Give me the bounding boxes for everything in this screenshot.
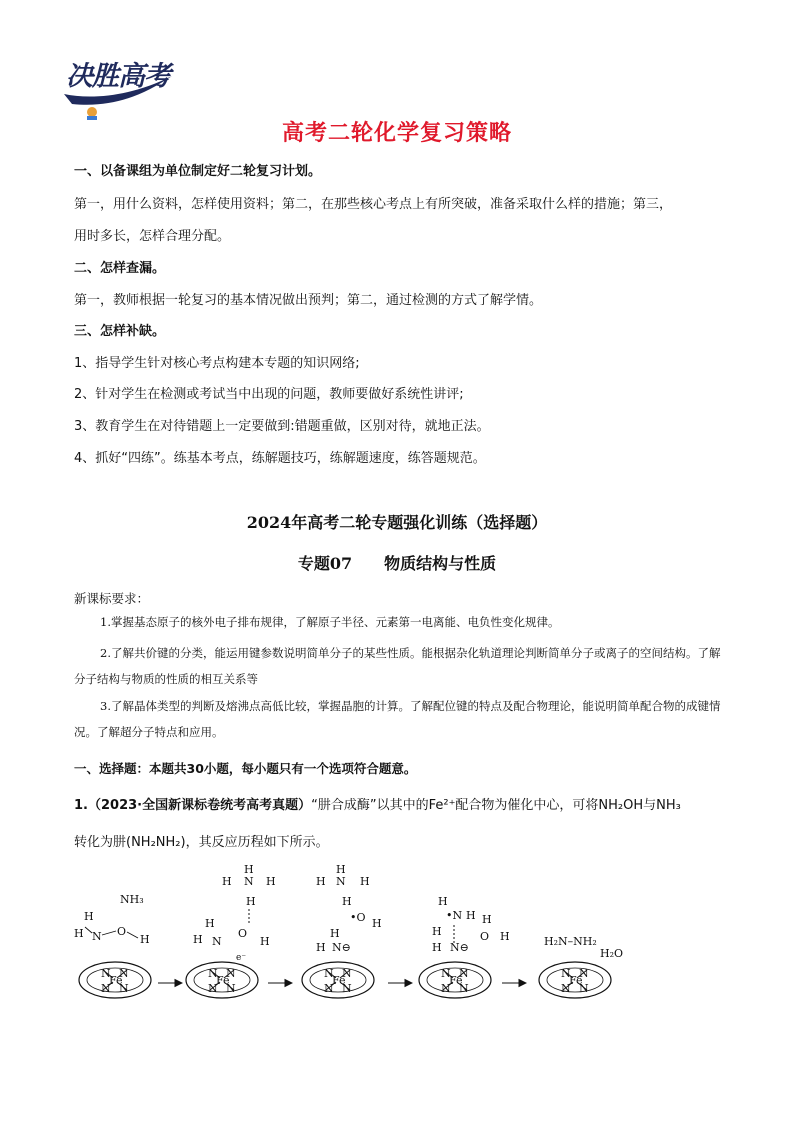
svg-text:Fe: Fe bbox=[332, 974, 346, 987]
svg-text:H: H bbox=[482, 913, 492, 926]
fe-complex-5 bbox=[539, 962, 611, 998]
question-source: （2023·全国新课标卷统考高考真题） bbox=[88, 798, 312, 813]
svg-text:N: N bbox=[226, 982, 236, 995]
strategy-paragraph: 用时多长，怎样合理分配。 bbox=[74, 229, 231, 244]
svg-text:Fe: Fe bbox=[449, 974, 463, 987]
svg-text:N: N bbox=[459, 982, 469, 995]
strategy-paragraph: 3、教育学生在对待错题上一定要做到:错题重做，区别对待，就地正法。 bbox=[74, 419, 490, 434]
atom-h: H bbox=[74, 927, 84, 940]
svg-text:N: N bbox=[324, 982, 334, 995]
fe-complex-2 bbox=[186, 962, 258, 998]
svg-text:N⊖: N⊖ bbox=[332, 941, 351, 954]
svg-text:H: H bbox=[360, 875, 370, 888]
atom-n: N bbox=[101, 982, 111, 995]
strategy-paragraph: 第一，用什么资料，怎样使用资料；第二，在那些核心考点上有所突破，准备采取什么样的措施；第三， bbox=[74, 197, 673, 212]
svg-text:N: N bbox=[342, 982, 352, 995]
svg-text:H: H bbox=[222, 875, 232, 888]
atom-n: N bbox=[92, 930, 102, 943]
strategy-paragraph: 2、针对学生在检测或考试当中出现的问题，教师要做好系统性讲评; bbox=[74, 387, 464, 402]
svg-text:N: N bbox=[441, 982, 451, 995]
question-section-heading: 一、选择题：本题共30小题，每小题只有一个选项符合题意。 bbox=[74, 761, 417, 776]
svg-text:N: N bbox=[226, 967, 236, 980]
fe-complex-1 bbox=[79, 962, 151, 998]
section-title: 2024年高考二轮专题强化训练（选择题） bbox=[246, 513, 548, 532]
svg-text:H: H bbox=[193, 933, 203, 946]
svg-text:N: N bbox=[212, 935, 222, 948]
svg-text:H: H bbox=[266, 875, 276, 888]
requirements-heading: 新课标要求： bbox=[74, 591, 150, 606]
svg-text:N: N bbox=[441, 967, 451, 980]
svg-text:Fe: Fe bbox=[216, 974, 230, 987]
question-text: “肼合成酶”以其中的Fe²⁺配合物为催化中心，可将NH₂OH与NH₃ bbox=[311, 798, 681, 813]
atom-n: N bbox=[101, 967, 111, 980]
page-title: 高考二轮化学复习策略 bbox=[281, 121, 512, 146]
strategy-paragraph: 第一，教师根据一轮复习的基本情况做出预判；第二，通过检测的方式了解学情。 bbox=[74, 293, 543, 308]
reaction-mechanism-diagram bbox=[70, 865, 650, 1015]
svg-text:•N: •N bbox=[446, 909, 463, 922]
svg-text:N: N bbox=[208, 982, 218, 995]
svg-text:H: H bbox=[246, 895, 256, 908]
strategy-heading: 二、怎样查漏。 bbox=[74, 261, 166, 276]
question-line-1: 1.（2023·全国新课标卷统考高考真题）“肼合成酶”以其中的Fe²⁺配合物为催化中心，可将NH₂OH与NH₃ bbox=[74, 798, 681, 813]
svg-text:H: H bbox=[205, 917, 215, 930]
svg-text:N: N bbox=[342, 967, 352, 980]
atom-h: H bbox=[140, 933, 150, 946]
svg-text:H: H bbox=[466, 909, 476, 922]
requirement-item: 3.了解晶体类型的判断及熔沸点高低比较，掌握晶胞的计算。了解配位键的特点及配合物理论，能说明简单配合物的成键情况。了解超分子特点和应用。 bbox=[74, 699, 721, 739]
hydrazine-label: H₂N–NH₂ bbox=[544, 935, 597, 948]
electron-label: e⁻ bbox=[236, 953, 247, 963]
brand-logo bbox=[62, 50, 174, 126]
svg-text:N: N bbox=[579, 967, 589, 980]
fe-complex-4 bbox=[419, 962, 491, 998]
ammonia-label: NH₃ bbox=[120, 893, 144, 906]
svg-text:H: H bbox=[432, 925, 442, 938]
strategy-heading: 一、以备课组为单位制定好二轮复习计划。 bbox=[74, 164, 322, 179]
svg-text:H: H bbox=[342, 895, 352, 908]
svg-text:•O: •O bbox=[350, 911, 366, 924]
atom-n: N bbox=[119, 982, 129, 995]
svg-text:H: H bbox=[316, 941, 326, 954]
svg-text:N: N bbox=[561, 982, 571, 995]
fe-complex-3 bbox=[302, 962, 374, 998]
section-subtitle: 专题07 物质结构与性质 bbox=[297, 554, 497, 573]
svg-text:N: N bbox=[336, 875, 346, 888]
atom-n: N bbox=[119, 967, 129, 980]
svg-text:H: H bbox=[438, 895, 448, 908]
svg-text:O: O bbox=[480, 930, 490, 943]
question-line-2: 转化为肼(NH₂NH₂)，其反应历程如下所示。 bbox=[74, 835, 329, 850]
svg-text:H: H bbox=[336, 865, 346, 876]
svg-text:N: N bbox=[324, 967, 334, 980]
atom-o: O bbox=[117, 925, 127, 938]
svg-text:N: N bbox=[561, 967, 571, 980]
atom-h: H bbox=[84, 910, 94, 923]
svg-text:N: N bbox=[244, 875, 254, 888]
logo-text: 决胜高考 bbox=[66, 61, 170, 92]
svg-text:O: O bbox=[238, 927, 248, 940]
atom-fe: Fe bbox=[109, 974, 123, 987]
strategy-paragraph: 1、指导学生针对核心考点构建本专题的知识网络; bbox=[74, 356, 360, 371]
strategy-heading: 三、怎样补缺。 bbox=[74, 324, 166, 339]
svg-text:H: H bbox=[316, 875, 326, 888]
svg-text:H: H bbox=[432, 941, 442, 954]
requirement-item: 1.掌握基态原子的核外电子排布规律，了解原子半径、元素第一电离能、电负性变化规律。 bbox=[100, 615, 560, 629]
requirement-item: 2.了解共价键的分类，能运用键参数说明简单分子的某些性质。能根据杂化轨道理论判断简单分子或离子的空间结构。了解分子结构与物质的性质的相互关系等 bbox=[74, 646, 721, 686]
svg-text:H: H bbox=[500, 930, 510, 943]
svg-text:N⊖: N⊖ bbox=[450, 941, 469, 954]
svg-text:N: N bbox=[579, 982, 589, 995]
svg-text:N: N bbox=[459, 967, 469, 980]
svg-text:H: H bbox=[330, 927, 340, 940]
svg-text:Fe: Fe bbox=[569, 974, 583, 987]
svg-text:N: N bbox=[208, 967, 218, 980]
svg-text:H: H bbox=[244, 865, 254, 876]
strategy-paragraph: 4、抓好“四练”。练基本考点，练解题技巧，练解题速度，练答题规范。 bbox=[74, 451, 486, 466]
svg-text:H: H bbox=[372, 917, 382, 930]
question-number: 1 bbox=[74, 798, 84, 813]
water-label: H₂O bbox=[600, 947, 624, 960]
svg-text:H: H bbox=[260, 935, 270, 948]
